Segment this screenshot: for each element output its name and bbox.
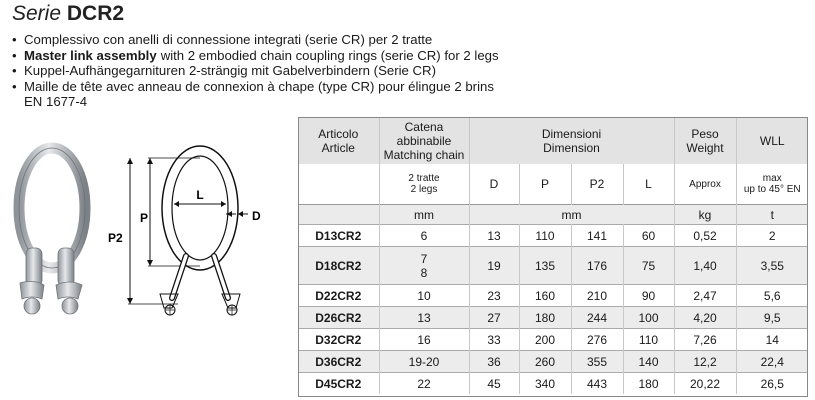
- cell-article: D13CR2: [298, 225, 379, 247]
- header-catena: Catena abbinabile: [396, 119, 452, 148]
- table-header-row: [298, 117, 808, 164]
- description-french-text: Maille de tête avec anneau de connexion à chape (type CR) pour élingue 2 brins: [24, 78, 494, 94]
- cell-d: 33: [469, 329, 519, 351]
- cell-p: 340: [519, 373, 571, 395]
- table-row: [298, 351, 808, 373]
- technical-drawing: [108, 138, 278, 328]
- subheader-p2: P2: [571, 164, 623, 205]
- standard-reference: EN 1677-4: [24, 94, 88, 110]
- unit-chain: mm: [379, 205, 469, 225]
- header-wll: WLL: [736, 117, 808, 164]
- table-row: [298, 285, 808, 307]
- cell-chain: 6: [379, 225, 469, 247]
- subheader-legs-en: 2 legs: [410, 184, 438, 195]
- header-chain: [379, 117, 469, 164]
- table-row: [298, 225, 808, 247]
- subheader-approx: Approx: [674, 164, 736, 205]
- description-english-text: with 2 embodied chain coupling rings (serie CR) for 2 legs: [160, 47, 499, 63]
- description-english: [12, 48, 572, 64]
- header-peso: Peso: [691, 126, 719, 141]
- cell-l: 60: [623, 225, 674, 247]
- header-matching: Matching chain: [383, 147, 465, 162]
- cell-p: 160: [519, 285, 571, 307]
- cell-p2: 176: [571, 247, 623, 285]
- title-code: DCR2: [66, 2, 125, 25]
- cell-wll: 5,6: [736, 285, 808, 307]
- header-weight: [674, 117, 736, 164]
- cell-article: D18CR2: [298, 247, 379, 285]
- cell-weight: 12,2: [674, 351, 736, 373]
- specification-table: [298, 117, 808, 394]
- header-article: [298, 117, 379, 164]
- subheader-max-angle: up to 45° EN: [743, 184, 801, 195]
- subheader-legs: [379, 164, 469, 205]
- cell-l: 75: [623, 247, 674, 285]
- label-p: P: [140, 211, 149, 225]
- cell-l: 180: [623, 373, 674, 395]
- product-photo: [2, 138, 102, 328]
- header-dimensioni: Dimensioni: [541, 126, 602, 141]
- cell-p2: 443: [571, 373, 623, 395]
- subheader-empty: [298, 164, 379, 205]
- cell-article: D22CR2: [298, 285, 379, 307]
- cell-article: D45CR2: [298, 373, 379, 395]
- description-list: [12, 32, 572, 110]
- cell-wll: 22,4: [736, 351, 808, 373]
- subheader-p: P: [519, 164, 571, 205]
- cell-chain-primary: 7: [420, 251, 428, 266]
- cell-d: 19: [469, 247, 519, 285]
- cell-chain: 16: [379, 329, 469, 351]
- cell-weight: 7,26: [674, 329, 736, 351]
- cell-chain: [379, 247, 469, 285]
- description-german: [12, 63, 572, 79]
- unit-weight: kg: [674, 205, 736, 225]
- cell-weight: 0,52: [674, 225, 736, 247]
- cell-article: D36CR2: [298, 351, 379, 373]
- cell-wll: 9,5: [736, 307, 808, 329]
- description-french: [12, 79, 572, 95]
- cell-l: 100: [623, 307, 674, 329]
- cell-weight: 20,22: [674, 373, 736, 395]
- cell-weight: 4,20: [674, 307, 736, 329]
- subheader-d: D: [469, 164, 519, 205]
- table-row: [298, 373, 808, 395]
- cell-l: 90: [623, 285, 674, 307]
- cell-d: 45: [469, 373, 519, 395]
- cell-wll: 3,55: [736, 247, 808, 285]
- description-italian-text: Complessivo con anelli di connessione integrati (serie CR) per 2 tratte: [24, 32, 433, 47]
- cell-d: 27: [469, 307, 519, 329]
- unit-empty: [298, 205, 379, 225]
- cell-d: 23: [469, 285, 519, 307]
- page-title: [12, 2, 124, 26]
- cell-p: 110: [519, 225, 571, 247]
- cell-chain-secondary: 8: [420, 265, 428, 280]
- label-l: L: [196, 188, 204, 202]
- table-body: [298, 225, 808, 395]
- cell-d: 13: [469, 225, 519, 247]
- header-articolo: Articolo: [318, 126, 359, 141]
- table-row: [298, 307, 808, 329]
- cell-weight: 2,47: [674, 285, 736, 307]
- unit-wll: t: [736, 205, 808, 225]
- cell-p2: 276: [571, 329, 623, 351]
- cell-d: 36: [469, 351, 519, 373]
- cell-p: 180: [519, 307, 571, 329]
- cell-wll: 26,5: [736, 373, 808, 395]
- subheader-max-label: max: [762, 173, 782, 184]
- subheader-tratte: 2 tratte: [408, 173, 440, 184]
- table-subheader-row: [298, 164, 808, 205]
- header-article-en: Article: [321, 140, 355, 155]
- cell-p2: 355: [571, 351, 623, 373]
- subheader-l: L: [623, 164, 674, 205]
- cell-p: 260: [519, 351, 571, 373]
- cell-p2: 210: [571, 285, 623, 307]
- cell-p2: 141: [571, 225, 623, 247]
- cell-p: 135: [519, 247, 571, 285]
- header-dimension-en: Dimension: [543, 140, 600, 155]
- cell-wll: 14: [736, 329, 808, 351]
- cell-chain: 22: [379, 373, 469, 395]
- table-units-row: [298, 205, 808, 225]
- cell-p2: 244: [571, 307, 623, 329]
- cell-wll: 2: [736, 225, 808, 247]
- label-d: D: [252, 209, 261, 223]
- description-german-text: Kuppel-Aufhängegarnituren 2-strängig mit Gabelverbindern (Serie CR): [24, 63, 436, 79]
- cell-chain: 13: [379, 307, 469, 329]
- unit-dimensions: mm: [469, 205, 674, 225]
- cell-l: 110: [623, 329, 674, 351]
- description-english-bold: Master link assembly: [24, 47, 157, 63]
- cell-p: 200: [519, 329, 571, 351]
- label-p2: P2: [108, 231, 123, 245]
- header-weight-en: Weight: [686, 140, 724, 155]
- cell-chain: 19-20: [379, 351, 469, 373]
- title-serie: Serie: [12, 2, 62, 25]
- table-row: [298, 247, 808, 285]
- table-row: [298, 329, 808, 351]
- header-dimensions: [469, 117, 674, 164]
- cell-article: D32CR2: [298, 329, 379, 351]
- description-italian: [12, 32, 572, 48]
- subheader-max: [736, 164, 808, 205]
- cell-weight: 1,40: [674, 247, 736, 285]
- cell-article: D26CR2: [298, 307, 379, 329]
- cell-chain: 10: [379, 285, 469, 307]
- cell-l: 140: [623, 351, 674, 373]
